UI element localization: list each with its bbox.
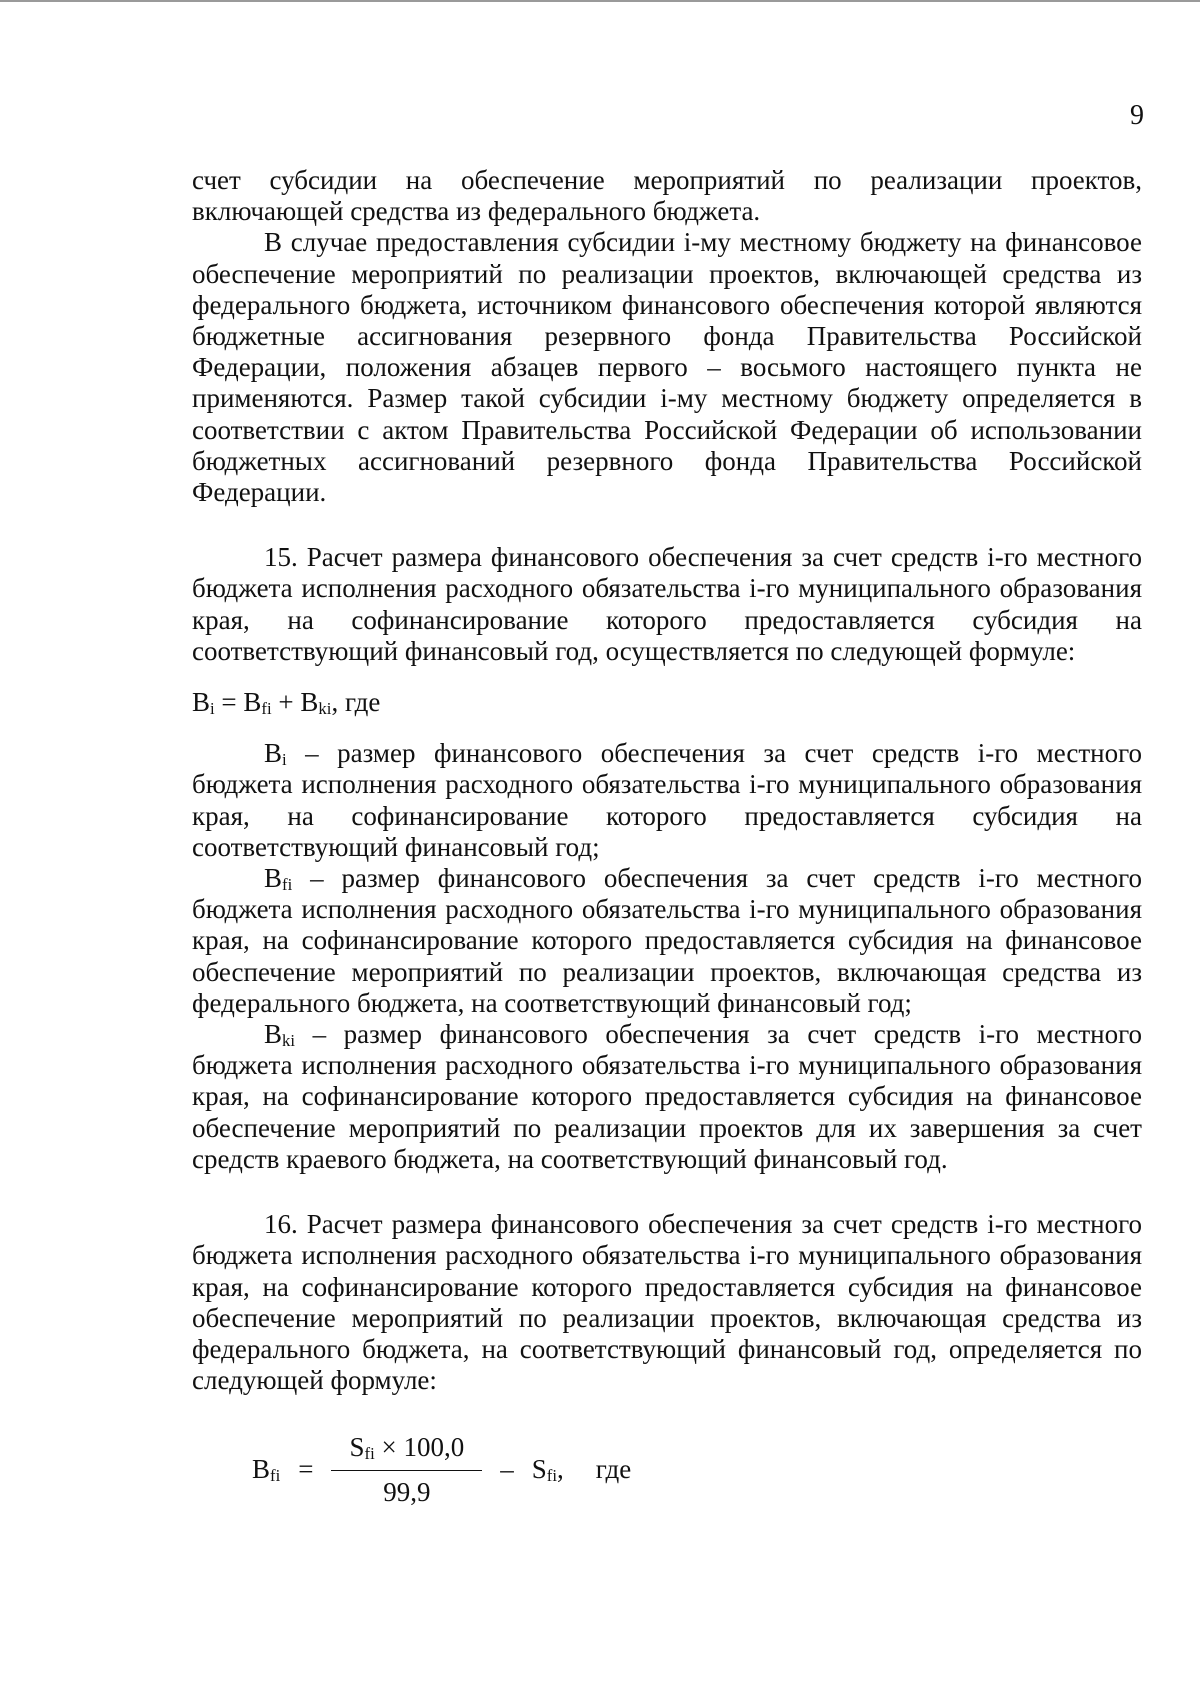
formula2-s-term: $S_{fi}$, <box>531 1454 564 1486</box>
page-number: 9 <box>1130 100 1144 131</box>
formula2-minus: – <box>500 1454 514 1485</box>
paragraph-15: 15. Расчет размера финансового обеспечения за счет средств i-го местного бюджета исполнения расходного обязательства i-го муниципального образования края, на софинансирование которого предоставляется субсидия на соответствующий финансовый год, осуществляется по следующей формуле: <box>192 542 1142 666</box>
definition-bi-symbol: B <box>264 738 283 769</box>
formula-plus: + <box>271 687 301 718</box>
fraction <box>331 1432 482 1507</box>
formula2-tail: где <box>595 1454 632 1485</box>
definition-bfi-sub: fi <box>282 875 293 895</box>
formula-sub-i: i <box>210 699 215 719</box>
definition-bki-symbol: B <box>264 1019 283 1050</box>
formula-bfi-fraction <box>252 1432 1142 1507</box>
document-body <box>192 165 1142 1508</box>
paragraph-16: 16. Расчет размера финансового обеспечения за счет средств i-го местного бюджета исполнения расходного обязательства i-го муниципального образования края, на софинансирование которого предоставляется субсидия на финансовое обеспечение мероприятий по реализации проектов, включающая средства из федерального бюджета, на соответствующий финансовый год, определяется по следующей формуле: <box>192 1209 1142 1396</box>
paragraph-reserve-fund: В случае предоставления субсидии i-му местному бюджету на финансовое обеспечение мероприятий по реализации проектов, включающей средства из федерального бюджета, источником финансового обеспечения которой являются бюджетные ассигнования резервного фонда Правительства Российской Федерации, положения абзацев первого – восьмого настоящего пункта не применяются. Размер такой субсидии i-му местному бюджету определяется в соответствии с актом Правительства Российской Федерации об использовании бюджетных ассигнований резервного фонда Правительства Российской Федерации. <box>192 227 1142 508</box>
paragraph-continuation: счет субсидии на обеспечение мероприятий по реализации проектов, включающей средства из федерального бюджета. <box>192 165 1142 227</box>
formula-b-symbol: B <box>192 687 211 718</box>
definition-bi-text: – размер финансового обеспечения за счет средств i-го местного бюджета исполнения расходного обязательства i-го муниципального образования края, на софинансирование которого предоставляется субсидия на соответствующий финансовый год; <box>192 738 1142 862</box>
formula-sub-ki: ki <box>318 699 332 719</box>
definition-bki-sub: ki <box>282 1031 296 1051</box>
formula-sub-fi: fi <box>261 699 272 719</box>
definition-bfi-symbol: B <box>264 863 283 894</box>
formula2-equals: = <box>298 1454 314 1485</box>
fraction-numerator: $S_{fi} \times 100,0$ <box>331 1432 482 1470</box>
definition-bki-text: – размер финансового обеспечения за счет средств i-го местного бюджета исполнения расходного обязательства i-го муниципального образования края, на софинансирование которого предоставляется субсидия на финансовое обеспечение мероприятий по реализации проектов для их завершения за счет средств краевого бюджета, на соответствующий финансовый год. <box>192 1019 1142 1174</box>
definition-bfi <box>192 863 1142 1019</box>
definition-bi-sub: i <box>282 750 287 770</box>
formula2-lhs: $B_{fi}$ <box>252 1454 281 1486</box>
definition-bfi-text: – размер финансового обеспечения за счет средств i-го местного бюджета исполнения расходного обязательства i-го муниципального образования края, на софинансирование которого предоставляется субсидия на финансовое обеспечение мероприятий по реализации проектов, включающая средства из федерального бюджета, на соответствующий финансовый год; <box>192 863 1142 1018</box>
formula-b-symbol: B <box>243 687 262 718</box>
formula-tail: , где <box>331 687 381 718</box>
formula-b-symbol: B <box>300 687 319 718</box>
formula-equals: = <box>214 687 244 718</box>
definition-bi <box>192 738 1142 863</box>
scan-top-edge <box>0 0 1200 2</box>
formula-bi-sum <box>192 687 1142 718</box>
fraction-denominator: 99,9 <box>383 1476 431 1507</box>
definition-bki <box>192 1019 1142 1175</box>
